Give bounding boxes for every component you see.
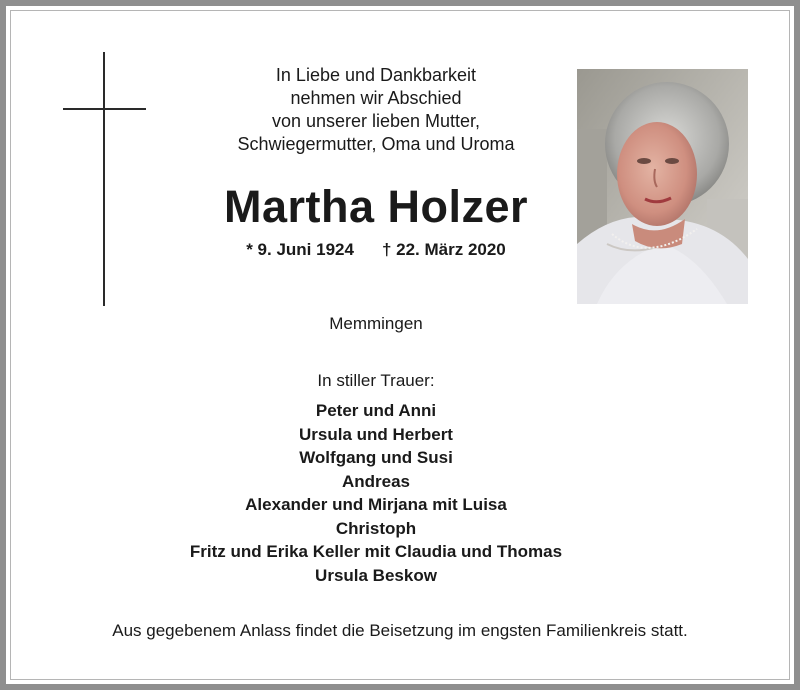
- cross-icon-bar: [63, 108, 146, 110]
- portrait-photo: [577, 69, 748, 304]
- mourner-name: Fritz und Erika Keller mit Claudia und Thomas: [189, 542, 563, 561]
- mourner-name: Wolfgang und Susi: [299, 448, 453, 467]
- intro-line: nehmen wir Abschied: [290, 88, 462, 108]
- mourning-label: In stiller Trauer:: [317, 371, 435, 390]
- intro-line: Schwiegermutter, Oma und Uroma: [237, 134, 515, 154]
- mourner-name: Ursula Beskow: [315, 565, 437, 585]
- mourners-list: [100, 399, 652, 587]
- place-name: Memmingen: [329, 314, 423, 333]
- deceased-name: Martha Holzer: [223, 181, 529, 232]
- intro-text: [176, 64, 576, 156]
- intro-line: von unserer lieben Mutter,: [271, 111, 481, 131]
- life-dates: [176, 239, 576, 261]
- birth-date: * 9. Juni 1924: [246, 240, 354, 259]
- mourner-name: Peter und Anni: [315, 401, 437, 420]
- mourner-name: Christoph: [335, 518, 417, 538]
- funeral-note: Aus gegebenem Anlass findet die Beisetzung im engsten Familienkreis statt.: [112, 621, 688, 640]
- intro-line: In Liebe und Dankbarkeit: [275, 65, 477, 85]
- cross-icon: [103, 52, 105, 306]
- mourner-name: Ursula und Herbert: [299, 424, 453, 444]
- mourner-name: Andreas: [341, 471, 411, 491]
- death-date: † 22. März 2020: [381, 240, 506, 259]
- mourner-name: Alexander und Mirjana mit Luisa: [245, 495, 507, 514]
